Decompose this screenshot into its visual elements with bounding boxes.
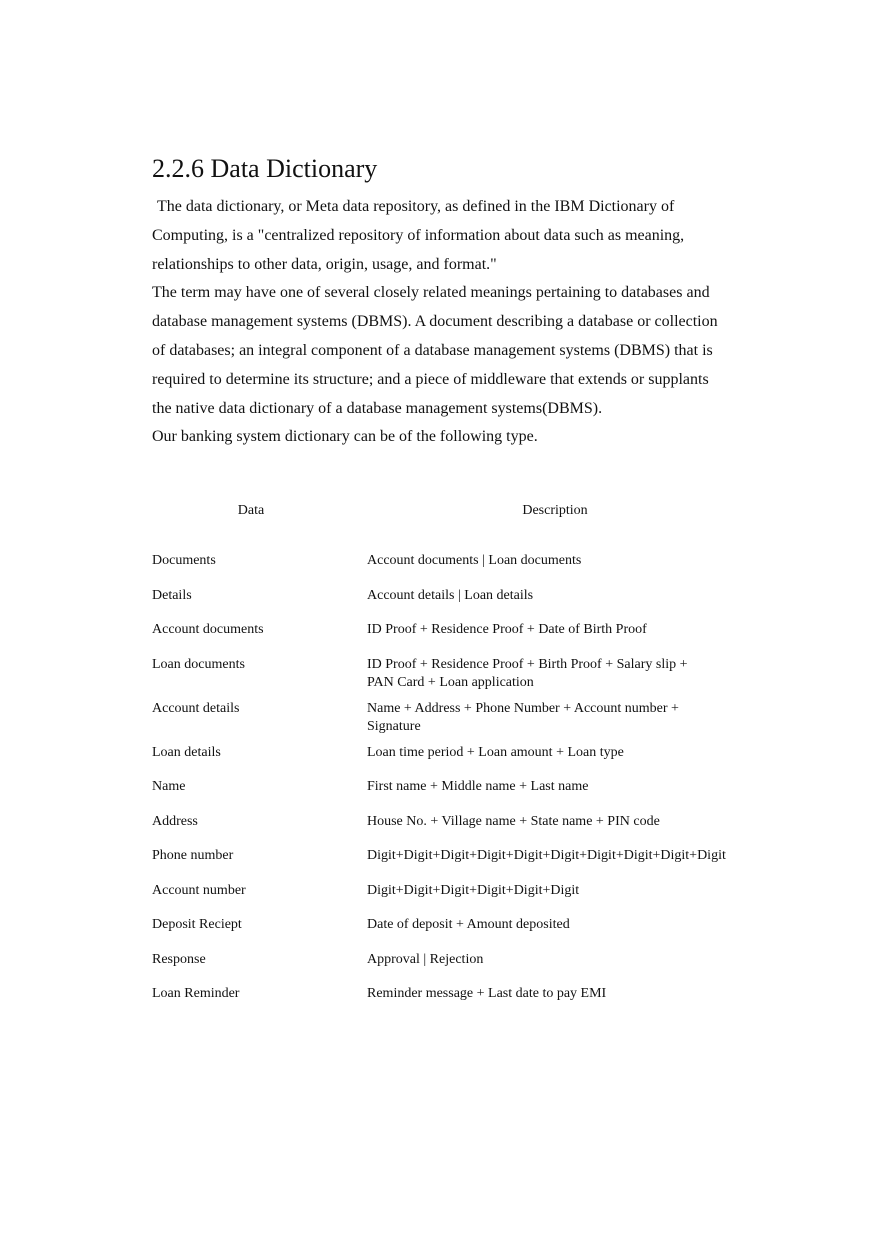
table-row: [152, 656, 742, 692]
table-row: [152, 744, 742, 771]
row-description-cell: Account documents | Loan documents: [367, 553, 582, 568]
paragraph-intro: The data dictionary, or Meta data repository, as defined in the IBM Dictionary of Computing, is a "centralized repository of information about data such as meaning, relationships to other data, origin, usage, and format.": [152, 198, 685, 273]
paragraph-meanings: The term may have one of several closely related meanings pertaining to databases and database management systems (DBMS). A document describing a database or collection of databases; an integral component of a database management systems (DBMS) that is required to determine its structure; and a piece of middleware that extends or supplants the native data dictionary of a database management systems(DBMS).: [152, 284, 718, 417]
row-description-cell: House No. + Village name + State name + PIN code: [367, 813, 660, 829]
row-data-cell: Documents: [152, 553, 216, 568]
row-data-cell: Loan Reminder: [152, 986, 240, 1001]
header-description: Description: [522, 503, 588, 518]
row-data-cell: Loan documents: [152, 656, 245, 672]
header-data: Data: [237, 503, 265, 518]
row-description-cell: Reminder message + Last date to pay EMI: [367, 986, 607, 1001]
table-row: [152, 847, 742, 874]
row-description-cell: Approval | Rejection: [367, 951, 484, 967]
table-row: [152, 778, 742, 805]
row-description-cell: Digit+Digit+Digit+Digit+Digit+Digit+Digit+Digit+Digit+Digit: [367, 848, 726, 863]
row-data-cell: Account details: [152, 700, 240, 716]
row-data-cell: Details: [152, 587, 192, 603]
row-data-cell: Account documents: [152, 622, 264, 637]
table-row: [152, 552, 742, 579]
paragraph-system-type: Our banking system dictionary can be of the following type.: [152, 428, 538, 446]
row-description-cell: Name + Address + Phone Number + Account number + Signature: [367, 700, 679, 734]
table-row: [152, 951, 742, 978]
table-header: [152, 502, 742, 544]
data-dictionary-table: [152, 502, 742, 1012]
table-row: [152, 985, 742, 1012]
section-heading: 2.2.6 Data Dictionary: [152, 154, 378, 183]
row-description-cell: Account details | Loan details: [367, 587, 534, 603]
body-text: [152, 193, 722, 452]
table-row: [152, 916, 742, 943]
row-data-cell: Name: [152, 779, 186, 794]
row-data-cell: Account number: [152, 882, 246, 898]
table-row: [152, 587, 742, 614]
row-description-cell: Digit+Digit+Digit+Digit+Digit+Digit: [367, 882, 580, 898]
table-row: [152, 882, 742, 909]
table-row: [152, 813, 742, 840]
row-data-cell: Loan details: [152, 744, 221, 760]
row-description-cell: Loan time period + Loan amount + Loan type: [367, 744, 624, 760]
row-description-cell: ID Proof + Residence Proof + Birth Proof + Salary slip + PAN Card + Loan application: [367, 656, 688, 690]
row-description-cell: Date of deposit + Amount deposited: [367, 917, 570, 932]
row-description-cell: First name + Middle name + Last name: [367, 779, 589, 794]
row-description-cell: ID Proof + Residence Proof + Date of Birth Proof: [367, 622, 647, 637]
row-data-cell: Deposit Reciept: [152, 917, 242, 932]
row-data-cell: Response: [152, 951, 206, 967]
table-row: [152, 621, 742, 648]
table-row: [152, 700, 742, 736]
row-data-cell: Phone number: [152, 848, 234, 863]
row-data-cell: Address: [152, 813, 198, 829]
